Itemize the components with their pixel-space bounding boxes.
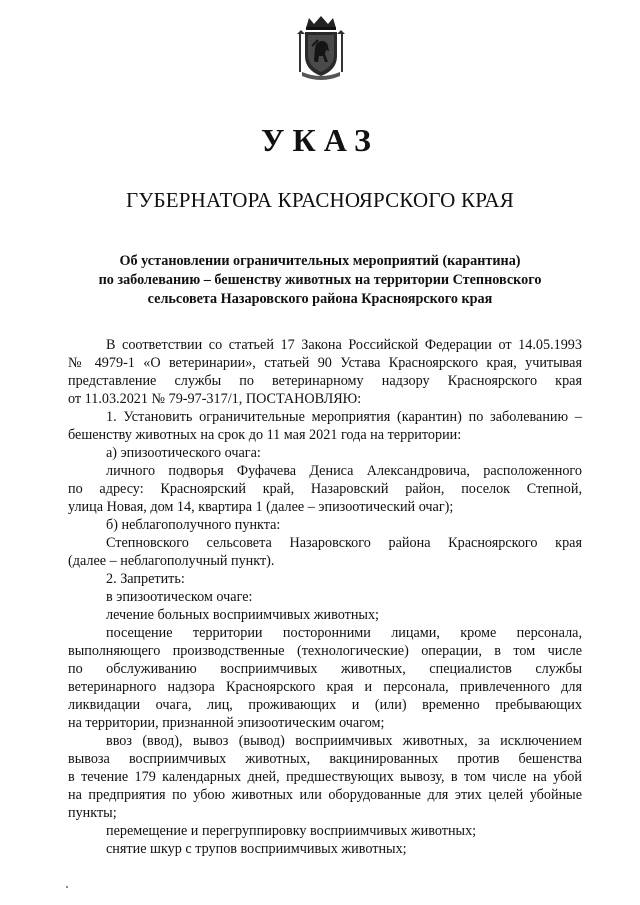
body-line: б) неблагополучного пункта: [106,517,281,533]
document-heading [60,252,580,309]
body-line: в течение 179 календарных дней, предшествующих вывозу, в том числе на убой [68,769,582,785]
body-line: (далее – неблагополучный пункт). [68,553,275,569]
body-line: бешенству животных на срок до 11 мая 2021 года на территории: [68,427,462,443]
body-line: от 11.03.2021 № 79-97-317/1, ПОСТАНОВЛЯЮ: [68,391,362,407]
body-line: в эпизоотическом очаге: [106,589,253,605]
heading-line: по заболеванию – бешенству животных на территории Степновского [98,272,542,288]
body-line: перемещение и перегруппировку восприимчивых животных; [106,823,477,839]
body-line: посещение территории посторонними лицами, кроме персонала, [106,625,582,641]
body-line: ввоз (ввод), вывоз (вывод) восприимчивых животных, за исключением [106,733,582,749]
body-line: снятие шкур с трупов восприимчивых животных; [106,841,407,857]
body-line: лечение больных восприимчивых животных; [106,607,379,623]
heading-line: Об установлении ограничительных мероприятий (карантина) [119,253,521,269]
body-line: на территории, признанной эпизоотическим очагом; [68,715,385,731]
heading-line: сельсовета Назаровского района Красноярского края [147,291,493,307]
body-line: пункты; [68,805,117,821]
body-line: по адресу: Красноярский край, Назаровский район, поселок Степной, [68,481,582,497]
document-title: УКАЗ [261,122,379,158]
body-line: по обслуживанию восприимчивых животных, специалистов службы [68,661,582,677]
body-line: ликвидации очага, лиц, проживающих и (или) временно пребывающих [68,697,582,713]
body-line: ветеринарного надзора Красноярского края и персонала, привлеченного для [68,679,582,695]
document-subtitle: ГУБЕРНАТОРА КРАСНОЯРСКОГО КРАЯ [126,188,514,212]
body-line: № 4979-1 «О ветеринарии», статьей 90 Устава Красноярского края, учитывая [68,355,582,371]
body-line: вывоза восприимчивых животных, вакцинированных против бешенства [68,751,582,767]
body-line: улица Новая, дом 14, квартира 1 (далее – эпизоотический очаг); [68,499,454,515]
body-line: 2. Запретить: [106,571,185,587]
coat-of-arms-icon [296,14,346,80]
body-line: а) эпизоотического очага: [106,445,261,461]
page-speck [66,886,68,888]
body-line: Степновского сельсовета Назаровского района Красноярского края [106,535,582,551]
body-line: В соответствии со статьей 17 Закона Российской Федерации от 14.05.1993 [106,337,582,353]
body-line: выполняющего производственные (технологические) операции, в том числе [68,643,582,659]
body-line: личного подворья Фуфачева Дениса Александровича, расположенного [106,463,582,479]
body-line: 1. Установить ограничительные мероприятия (карантин) по заболеванию – [106,409,582,425]
body-line: представление службы по ветеринарному надзору Красноярского края [68,373,582,389]
body-line: на предприятия по убою животных или оборудованные для этих целей убойные [68,787,582,803]
